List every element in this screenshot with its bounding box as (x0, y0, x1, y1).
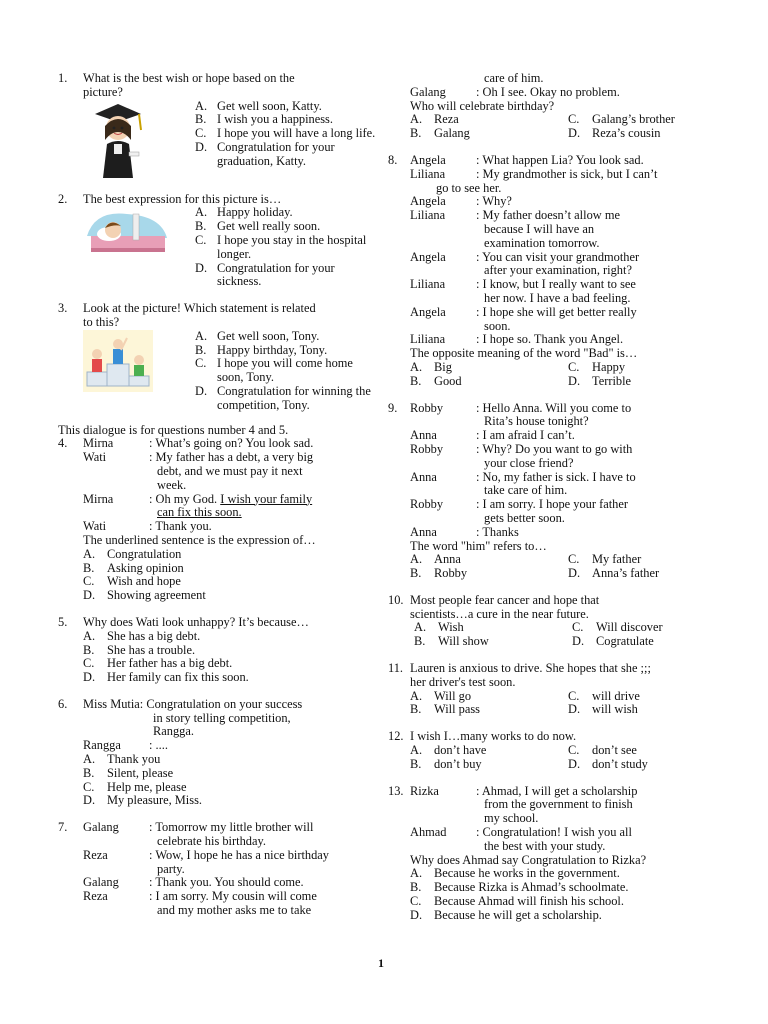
question-text: I wish I…many works to do now. (410, 729, 577, 744)
option-b: B. Happy birthday, Tony. (195, 342, 328, 357)
question-number: 1. (58, 71, 68, 85)
option-c: C. Happy (568, 359, 626, 374)
question-text: Look at the picture! Which statement is related (83, 301, 316, 316)
question-7 (58, 821, 376, 918)
dialogue-line: Galang : Thank you. You should come. (83, 875, 304, 890)
question-7-continued (410, 72, 720, 141)
option-a: A. Get well soon, Katty. (195, 98, 322, 113)
question-number: 4. (58, 436, 68, 451)
dialogue-line: Angela : What happen Lia? You look sad. (410, 152, 644, 167)
dialogue-line: Angela : You can visit your grandmother after your examination, right? (410, 249, 640, 278)
question-text: her driver's test soon. (410, 674, 516, 689)
option-d: D. My pleasure, Miss. (83, 793, 202, 808)
question-11 (388, 662, 720, 717)
question-number: 8. (388, 152, 398, 167)
dialogue-line: Mirna : What’s going on? You look sad. (83, 436, 314, 451)
dialogue-line: Liliana : My grandmother is sick, but I can’t (410, 166, 658, 181)
option-a: A. don’t have (410, 743, 487, 758)
dialogue-line: Rizka : Ahmad, I will get a scholarship from the government to finish my school. (410, 783, 638, 826)
underlined-sentence: I wish your family (220, 491, 313, 506)
question-13 (388, 785, 720, 923)
question-text: The underlined sentence is the expression of… (83, 532, 316, 547)
dialogue-line: care of him. (484, 71, 544, 85)
option-b: B. She has a trouble. (83, 642, 196, 657)
question-text: The word "him" refers to… (410, 538, 547, 553)
option-b: B. Because Rizka is Ahmad’s schoolmate. (410, 880, 629, 895)
dialogue-line: in story telling competition, (153, 710, 291, 725)
option-c: C. My father (568, 552, 642, 567)
option-c: C. Her father has a big debt. (83, 656, 233, 671)
option-a: A. Because he works in the government. (410, 866, 620, 881)
option-c: C. I hope you stay in the hospital longer. (195, 232, 367, 261)
option-c: C. Because Ahmad will finish his school. (410, 894, 624, 909)
question-text: picture? (83, 84, 123, 99)
option-d: D. don’t study (568, 756, 648, 771)
option-d: D. Because he will get a scholarship. (410, 907, 602, 922)
question-10 (388, 594, 720, 649)
option-d: D. Reza’s cousin (568, 126, 661, 141)
question-4 (58, 437, 376, 603)
option-b: B. don’t buy (410, 756, 482, 771)
option-c: C. Galang’s brother (568, 112, 675, 127)
question-number: 6. (58, 696, 68, 711)
option-a: A. She has a big debt. (83, 628, 201, 643)
option-c: C. I hope you will have a long life. (195, 126, 376, 141)
dialogue-line: Reza : I am sorry. My cousin will come and my mother asks me to take (83, 889, 317, 918)
question-number: 2. (58, 191, 68, 206)
question-text: Lauren is anxious to drive. She hopes that she ;;; (410, 661, 651, 676)
dialogue-line: Robby : I am sorry. I hope your father gets better soon. (410, 497, 628, 525)
question-12 (388, 730, 720, 771)
dialogue-line: Angela : Why? (410, 194, 512, 209)
question-text: scientists…a cure in the near future. (410, 606, 589, 621)
option-d: D. Congratulation for your graduation, Katty. (195, 139, 335, 168)
question-text: What is the best wish or hope based on the (83, 71, 295, 85)
dialogue-line: Liliana : I know, but I really want to see her now. I have a bad feeling. (410, 277, 636, 305)
dialogue-line: Anna : I am afraid I can’t. (410, 428, 575, 443)
option-a: A. Thank you (83, 752, 161, 767)
option-b: B. Galang (410, 126, 470, 141)
question-text: to this? (83, 314, 120, 329)
option-c: C. Will discover (572, 620, 663, 635)
dialogue-line: go to see her. (436, 180, 502, 195)
option-c: C. Help me, please (83, 779, 187, 794)
question-6 (58, 698, 376, 808)
question-text: Who will celebrate birthday? (410, 98, 555, 113)
option-c: C. will drive (568, 688, 640, 703)
dialogue-line: Rangga. (153, 724, 194, 739)
sick-person-image (83, 206, 195, 289)
question-number: 5. (58, 614, 68, 629)
option-d: D. Anna’s father (568, 566, 660, 581)
option-a: A. Big (410, 359, 452, 374)
dialogue-line: Anna : Thanks (410, 524, 519, 539)
question-1 (58, 72, 376, 180)
option-d: D. Her family can fix this soon. (83, 670, 249, 685)
question-number: 9. (388, 400, 398, 415)
dialogue-line: Robby : Hello Anna. Will you come to Rita’s house tonight? (410, 400, 632, 429)
option-a: A. Happy holiday. (195, 205, 293, 220)
question-text: The best expression for this picture is… (83, 191, 282, 206)
dialogue-line: Wati : Thank you. (83, 519, 212, 534)
option-b: B. I wish you a happiness. (195, 112, 333, 127)
option-b: B. Get well really soon. (195, 219, 321, 234)
option-a: A. Reza (410, 112, 459, 127)
dialogue-line: Liliana : My father doesn’t allow me because I will have an examination tomorrow. (410, 208, 620, 250)
question-number: 3. (58, 301, 68, 316)
dialogue-line: Galang : Oh I see. Okay no problem. (410, 84, 620, 99)
option-a: A. Anna (410, 552, 461, 567)
question-number: 10. (388, 592, 404, 607)
question-number: 7. (58, 820, 68, 835)
option-b: B. Will show (414, 634, 489, 649)
option-b: B. Good (410, 373, 462, 388)
option-a: A. Wish (414, 620, 464, 635)
option-b: B. Robby (410, 566, 468, 581)
left-column (58, 72, 376, 918)
question-number: 13. (388, 783, 404, 798)
page-number: 1 (378, 956, 384, 970)
option-d: D. Showing agreement (83, 588, 206, 603)
option-c: C. I hope you will come home soon, Tony. (195, 356, 353, 385)
question-text: Why does Wati look unhappy? It’s because… (83, 614, 309, 629)
graduate-girl-image (83, 100, 195, 180)
question-text: Most people fear cancer and hope that (410, 592, 600, 607)
option-c: C. Wish and hope (83, 574, 181, 589)
option-a: A. Will go (410, 688, 472, 703)
dialogue-line: Angela : I hope she will get better really soon. (410, 304, 637, 333)
dialogue-intro: This dialogue is for questions number 4 and 5. (58, 422, 289, 437)
question-number: 12. (388, 729, 404, 744)
question-3 (58, 302, 376, 412)
winners-podium-image (83, 330, 195, 413)
dialogue-line: Wati : My father has a debt, a very big debt, and we must pay it next week. (83, 450, 314, 492)
option-b: B. Will pass (410, 702, 480, 717)
question-9 (388, 402, 720, 581)
underlined-sentence: can fix this soon. (157, 505, 242, 520)
question-number: 11. (388, 661, 404, 676)
option-b: B. Silent, please (83, 765, 174, 780)
option-d: D. Cogratulate (572, 634, 654, 649)
option-d: D. Terrible (568, 373, 632, 388)
option-b: B. Asking opinion (83, 560, 184, 575)
option-d: D. will wish (568, 702, 638, 717)
question-2 (58, 193, 376, 290)
option-a: A. Get well soon, Tony. (195, 328, 320, 343)
option-d: D. Congratulation for winning the competition, Tony. (195, 383, 371, 412)
dialogue-line: Robby : Why? Do you want to go with your close friend? (410, 441, 633, 470)
dialogue-line: Anna : No, my father is sick. I have to take care of him. (410, 469, 636, 498)
question-5 (58, 616, 376, 685)
option-a: A. Congratulation (83, 546, 182, 561)
dialogue-line: Liliana : I hope so. Thank you Angel. (410, 332, 624, 347)
question-text: The opposite meaning of the word "Bad" is… (410, 346, 638, 361)
dialogue-line: Mirna : Oh my God. I wish your family can fix this soon. (83, 491, 313, 520)
dialogue-line: Rangga : .... (83, 738, 168, 753)
option-c: C. don’t see (568, 743, 637, 758)
dialogue-line: Miss Mutia: Congratulation on your success (83, 696, 303, 711)
dialogue-line: Galang : Tomorrow my little brother will celebrate his birthday. (83, 820, 314, 849)
dialogue-line: Ahmad : Congratulation! I wish you all the best with your study. (410, 825, 632, 853)
right-column (388, 71, 720, 936)
dialogue-line: Reza : Wow, I hope he has a nice birthday party. (83, 847, 329, 876)
option-d: D. Congratulation for your sickness. (195, 260, 335, 289)
question-text: Why does Ahmad say Congratulation to Rizka? (410, 852, 647, 867)
question-8 (388, 154, 720, 389)
